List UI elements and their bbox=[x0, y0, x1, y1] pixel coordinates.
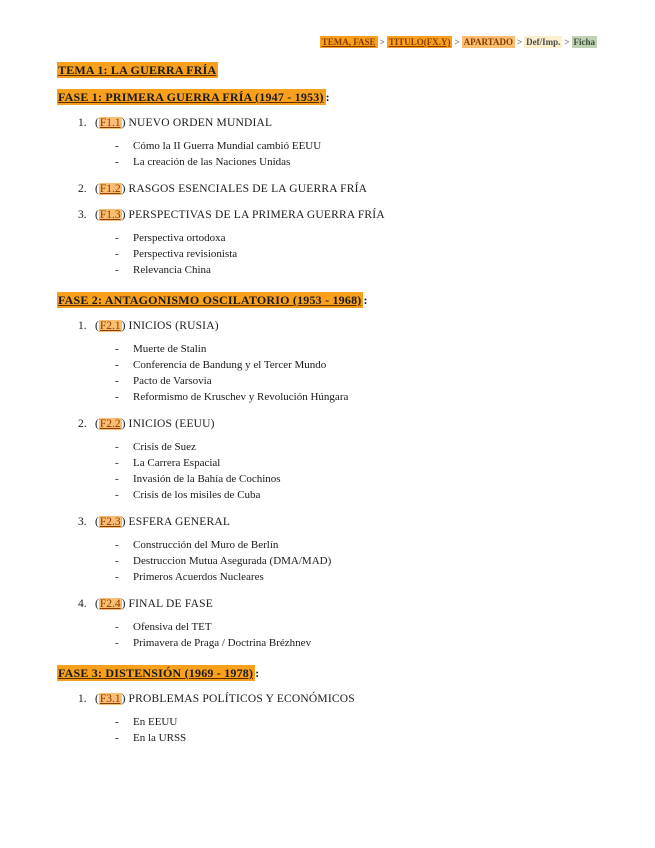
bullet-text: Crisis de los misiles de Cuba bbox=[133, 489, 261, 501]
item-title: NUEVO ORDEN MUNDIAL bbox=[125, 117, 273, 129]
bullet-dash: - bbox=[115, 140, 119, 152]
outline-item-line bbox=[57, 417, 617, 431]
fase-heading: FASE 1: PRIMERA GUERRA FRÍA (1947 - 1953) bbox=[58, 90, 324, 104]
breadcrumb-item-def-imp: Def/Imp. bbox=[526, 37, 561, 47]
bullet-dash: - bbox=[115, 264, 119, 276]
fase-section bbox=[57, 666, 617, 746]
item-title: PROBLEMAS POLÍTICOS Y ECONÓMICOS bbox=[125, 693, 355, 705]
code-paren-close: ) bbox=[121, 209, 126, 221]
bullet-row bbox=[57, 455, 617, 471]
doc-title-line bbox=[57, 63, 617, 77]
bullet-row bbox=[57, 569, 617, 585]
code-paren-open: ( bbox=[95, 418, 99, 430]
fase-code-badge: F2.4 bbox=[99, 598, 121, 610]
bullet-text: Ofensiva del TET bbox=[133, 621, 212, 633]
bullet-dash: - bbox=[115, 473, 119, 485]
bullet-row bbox=[57, 341, 617, 357]
fase-code-badge: F2.1 bbox=[99, 320, 121, 332]
bullet-dash: - bbox=[115, 571, 119, 583]
bullet-row bbox=[57, 714, 617, 730]
bullet-row bbox=[57, 357, 617, 373]
outline-item-line bbox=[57, 182, 617, 196]
breadcrumb bbox=[320, 37, 597, 47]
code-paren-close: ) bbox=[121, 183, 126, 195]
bullet-row bbox=[57, 230, 617, 246]
item-title: RASGOS ESENCIALES DE LA GUERRA FRÍA bbox=[125, 183, 368, 195]
item-number: 3. bbox=[78, 516, 87, 528]
bullet-text: En la URSS bbox=[133, 732, 187, 744]
outline-item bbox=[57, 692, 617, 746]
outline-item bbox=[57, 116, 617, 170]
bullet-text: Perspectiva revisionista bbox=[133, 248, 238, 260]
bullet-text: Reformismo de Kruschev y Revolución Húngara bbox=[133, 391, 349, 403]
item-title: INICIOS (EEUU) bbox=[125, 418, 215, 430]
bullet-dash: - bbox=[115, 391, 119, 403]
sections-container bbox=[57, 90, 617, 746]
code-paren-close: ) bbox=[121, 598, 126, 610]
bullet-row bbox=[57, 262, 617, 278]
bullet-row bbox=[57, 389, 617, 405]
breadcrumb-separator: > bbox=[454, 37, 460, 47]
fase-code-badge: F1.3 bbox=[99, 209, 121, 221]
breadcrumb-item-apartado: APARTADO bbox=[463, 37, 513, 47]
bullet-row bbox=[57, 373, 617, 389]
bullet-text: Primavera de Praga / Doctrina Brézhnev bbox=[133, 637, 312, 649]
bullet-dash: - bbox=[115, 716, 119, 728]
outline-item bbox=[57, 515, 617, 585]
code-paren-close: ) bbox=[121, 693, 126, 705]
bullet-row bbox=[57, 471, 617, 487]
bullet-dash: - bbox=[115, 441, 119, 453]
item-title: INICIOS (RUSIA) bbox=[125, 320, 219, 332]
bullet-text: En EEUU bbox=[133, 716, 178, 728]
item-bullets bbox=[57, 341, 617, 405]
code-paren-open: ( bbox=[95, 693, 99, 705]
item-number: 4. bbox=[78, 598, 87, 610]
outline-item-line bbox=[57, 597, 617, 611]
outline-item-line bbox=[57, 116, 617, 130]
item-bullets bbox=[57, 714, 617, 746]
code-paren-close: ) bbox=[121, 320, 126, 332]
bullet-text: Primeros Acuerdos Nucleares bbox=[133, 571, 264, 583]
code-paren-close: ) bbox=[121, 117, 126, 129]
outline-item bbox=[57, 182, 617, 196]
fase-heading-line bbox=[57, 90, 617, 104]
bullet-dash: - bbox=[115, 732, 119, 744]
fase-section bbox=[57, 293, 617, 651]
outline-item bbox=[57, 417, 617, 503]
bullet-text: La creación de las Naciones Unidas bbox=[133, 156, 291, 168]
code-paren-close: ) bbox=[121, 418, 126, 430]
item-bullets bbox=[57, 537, 617, 585]
outline-item-line bbox=[57, 208, 617, 222]
outline-item-line bbox=[57, 319, 617, 333]
code-paren-open: ( bbox=[95, 209, 99, 221]
outline-item bbox=[57, 597, 617, 651]
bullet-dash: - bbox=[115, 156, 119, 168]
breadcrumb-item-ficha: Ficha bbox=[573, 37, 595, 47]
bullet-text: Construcción del Muro de Berlín bbox=[133, 539, 279, 551]
item-number: 1. bbox=[78, 693, 87, 705]
fase-section bbox=[57, 90, 617, 278]
bullet-text: Crisis de Suez bbox=[133, 441, 196, 453]
item-title: ESFERA GENERAL bbox=[125, 516, 231, 528]
bullet-row bbox=[57, 246, 617, 262]
fase-code-badge: F3.1 bbox=[99, 693, 121, 705]
bullet-row bbox=[57, 635, 617, 651]
item-bullets bbox=[57, 230, 617, 278]
bullet-dash: - bbox=[115, 359, 119, 371]
breadcrumb-separator: > bbox=[379, 37, 385, 47]
bullet-dash: - bbox=[115, 375, 119, 387]
fase-heading-line bbox=[57, 293, 617, 307]
fase-heading-colon: : bbox=[255, 666, 260, 680]
item-number: 3. bbox=[78, 209, 87, 221]
item-number: 1. bbox=[78, 320, 87, 332]
outline-item-line bbox=[57, 692, 617, 706]
fase-heading-colon: : bbox=[325, 90, 330, 104]
code-paren-close: ) bbox=[121, 516, 126, 528]
bullet-row bbox=[57, 439, 617, 455]
bullet-text: Muerte de Stalin bbox=[133, 343, 207, 355]
bullet-text: Relevancia China bbox=[133, 264, 211, 276]
bullet-row bbox=[57, 154, 617, 170]
fase-code-badge: F2.2 bbox=[99, 418, 121, 430]
item-bullets bbox=[57, 138, 617, 170]
bullet-dash: - bbox=[115, 539, 119, 551]
bullet-text: Pacto de Varsovia bbox=[133, 375, 212, 387]
breadcrumb-item-tema-fase: TEMA, FASE bbox=[321, 37, 376, 47]
document-content bbox=[57, 63, 617, 758]
bullet-text: Perspectiva ortodoxa bbox=[133, 232, 226, 244]
fase-code-badge: F1.2 bbox=[99, 183, 121, 195]
fase-code-badge: F2.3 bbox=[99, 516, 121, 528]
fase-items bbox=[57, 692, 617, 746]
fase-items bbox=[57, 116, 617, 278]
fase-heading: FASE 3: DISTENSIÓN (1969 - 1978) bbox=[58, 666, 254, 680]
bullet-text: Cómo la II Guerra Mundial cambió EEUU bbox=[133, 140, 322, 152]
bullet-dash: - bbox=[115, 248, 119, 260]
bullet-row bbox=[57, 553, 617, 569]
item-title: FINAL DE FASE bbox=[125, 598, 213, 610]
code-paren-open: ( bbox=[95, 183, 99, 195]
fase-items bbox=[57, 319, 617, 651]
bullet-dash: - bbox=[115, 637, 119, 649]
bullet-dash: - bbox=[115, 621, 119, 633]
fase-code-badge: F1.1 bbox=[99, 117, 121, 129]
outline-item bbox=[57, 208, 617, 278]
breadcrumb-item-titulo: TITULO(FX.Y) bbox=[388, 37, 451, 47]
bullet-row bbox=[57, 138, 617, 154]
outline-item-line bbox=[57, 515, 617, 529]
bullet-text: La Carrera Espacial bbox=[133, 457, 221, 469]
breadcrumb-separator: > bbox=[516, 37, 523, 47]
bullet-dash: - bbox=[115, 457, 119, 469]
fase-heading-line bbox=[57, 666, 617, 680]
item-number: 2. bbox=[78, 418, 87, 430]
bullet-row bbox=[57, 619, 617, 635]
bullet-dash: - bbox=[115, 489, 119, 501]
fase-heading-colon: : bbox=[363, 293, 368, 307]
code-paren-open: ( bbox=[95, 117, 99, 129]
outline-item bbox=[57, 319, 617, 405]
bullet-row bbox=[57, 730, 617, 746]
item-title: PERSPECTIVAS DE LA PRIMERA GUERRA FRÍA bbox=[125, 209, 385, 221]
bullet-row bbox=[57, 537, 617, 553]
fase-heading: FASE 2: ANTAGONISMO OSCILATORIO (1953 - 1968) bbox=[58, 293, 362, 307]
code-paren-open: ( bbox=[95, 320, 99, 332]
code-paren-open: ( bbox=[95, 598, 99, 610]
bullet-text: Conferencia de Bandung y el Tercer Mundo bbox=[133, 359, 327, 371]
item-bullets bbox=[57, 619, 617, 651]
item-number: 2. bbox=[78, 183, 87, 195]
doc-title: TEMA 1: LA GUERRA FRÍA bbox=[58, 63, 217, 77]
bullet-dash: - bbox=[115, 343, 119, 355]
bullet-dash: - bbox=[115, 232, 119, 244]
bullet-text: Destruccion Mutua Asegurada (DMA/MAD) bbox=[133, 555, 332, 567]
item-bullets bbox=[57, 439, 617, 503]
code-paren-open: ( bbox=[95, 516, 99, 528]
item-number: 1. bbox=[78, 117, 87, 129]
breadcrumb-separator: > bbox=[564, 37, 570, 47]
bullet-dash: - bbox=[115, 555, 119, 567]
bullet-row bbox=[57, 487, 617, 503]
bullet-text: Invasión de la Bahía de Cochinos bbox=[133, 473, 281, 485]
